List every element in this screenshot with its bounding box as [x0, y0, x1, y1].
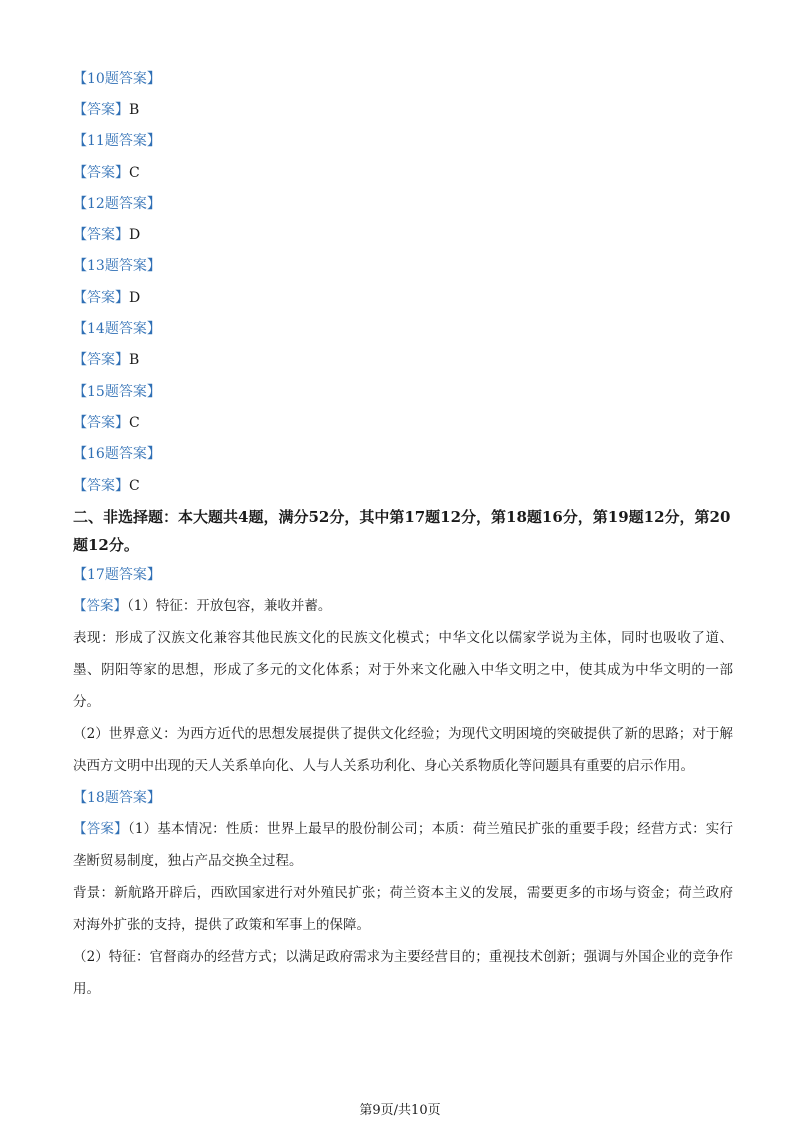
answer-line-12: [73, 219, 733, 250]
answer-line-11: [73, 157, 733, 188]
answer-value: C: [129, 414, 140, 431]
answer-value: D: [129, 289, 141, 306]
answer-label: 【答案】: [73, 289, 129, 306]
answer-value: C: [129, 477, 140, 494]
answer-line-10: [73, 94, 733, 125]
q17-answer-part1: [73, 590, 733, 622]
answer-label: 【答案】: [73, 227, 129, 244]
answer-tag-16: 【16题答案】: [73, 446, 161, 463]
answer-tag-14: 【14题答案】: [73, 321, 161, 338]
answer-tag-12: 【12题答案】: [73, 195, 161, 212]
answer-value: C: [129, 164, 140, 181]
answer-label: 【答案】: [73, 821, 128, 838]
answer-label: 【答案】: [73, 164, 129, 181]
answer-tag-13: 【13题答案】: [73, 258, 161, 275]
answer-label: 【答案】: [73, 101, 129, 118]
q18-part1-text: （1）基本情况：性质：世界上最早的股份制公司；本质：荷兰殖民扩张的重要手段；经营方式：实行垄断贸易制度，独占产品交换全过程。: [73, 821, 734, 870]
answer-line-15: [73, 407, 733, 438]
answer-value: B: [129, 352, 140, 369]
q18-answer-background: 背景：新航路开辟后，西欧国家进行对外殖民扩张；荷兰资本主义的发展，需要更多的市场与资金；荷兰政府对海外扩张的支持，提供了政策和军事上的保障。: [73, 885, 733, 934]
q18-answer-part1: [73, 813, 733, 877]
answer-label: 【答案】: [73, 414, 129, 431]
answer-value: B: [129, 101, 140, 118]
answer-tag-17: 【17题答案】: [73, 566, 161, 583]
answer-label: 【答案】: [73, 477, 129, 494]
section-heading: 二、非选择题：本大题共4题，满分52分，其中第17题12分，第18题16分，第19题12分，第20题12分。: [73, 508, 731, 555]
answer-label: 【答案】: [73, 598, 127, 615]
answer-tag-11: 【11题答案】: [73, 133, 161, 150]
answer-tag-15: 【15题答案】: [73, 383, 161, 400]
answer-line-16: [73, 470, 733, 501]
answer-tag-10: 【10题答案】: [73, 70, 161, 87]
q17-part1-text: （1）特征：开放包容，兼收并蓄。: [127, 598, 332, 615]
q17-answer-expression: 表现：形成了汉族文化兼容其他民族文化的民族文化模式；中华文化以儒家学说为主体，同时也吸收了道、墨、阴阳等家的思想，形成了多元的文化体系；对于外来文化融入中华文明之中，使其成为中华文明的一部分。: [73, 630, 733, 711]
answer-value: D: [129, 227, 141, 244]
page-content: [73, 63, 733, 1005]
answer-label: 【答案】: [73, 352, 129, 369]
q18-answer-part2: （2）特征：官督商办的经营方式；以满足政府需求为主要经营目的；重视技术创新；强调与外国企业的竞争作用。: [73, 949, 733, 998]
answer-line-14: [73, 345, 733, 376]
answer-tag-18: 【18题答案】: [73, 789, 161, 806]
answer-line-13: [73, 282, 733, 313]
q17-answer-part2: （2）世界意义：为西方近代的思想发展提供了提供文化经验；为现代文明困境的突破提供了新的思路；对于解决西方文明中出现的天人关系单向化、人与人关系功利化、身心关系物质化等问题具有重要的启示作用。: [73, 726, 733, 775]
page-number: 第9页/共10页: [359, 1103, 441, 1118]
